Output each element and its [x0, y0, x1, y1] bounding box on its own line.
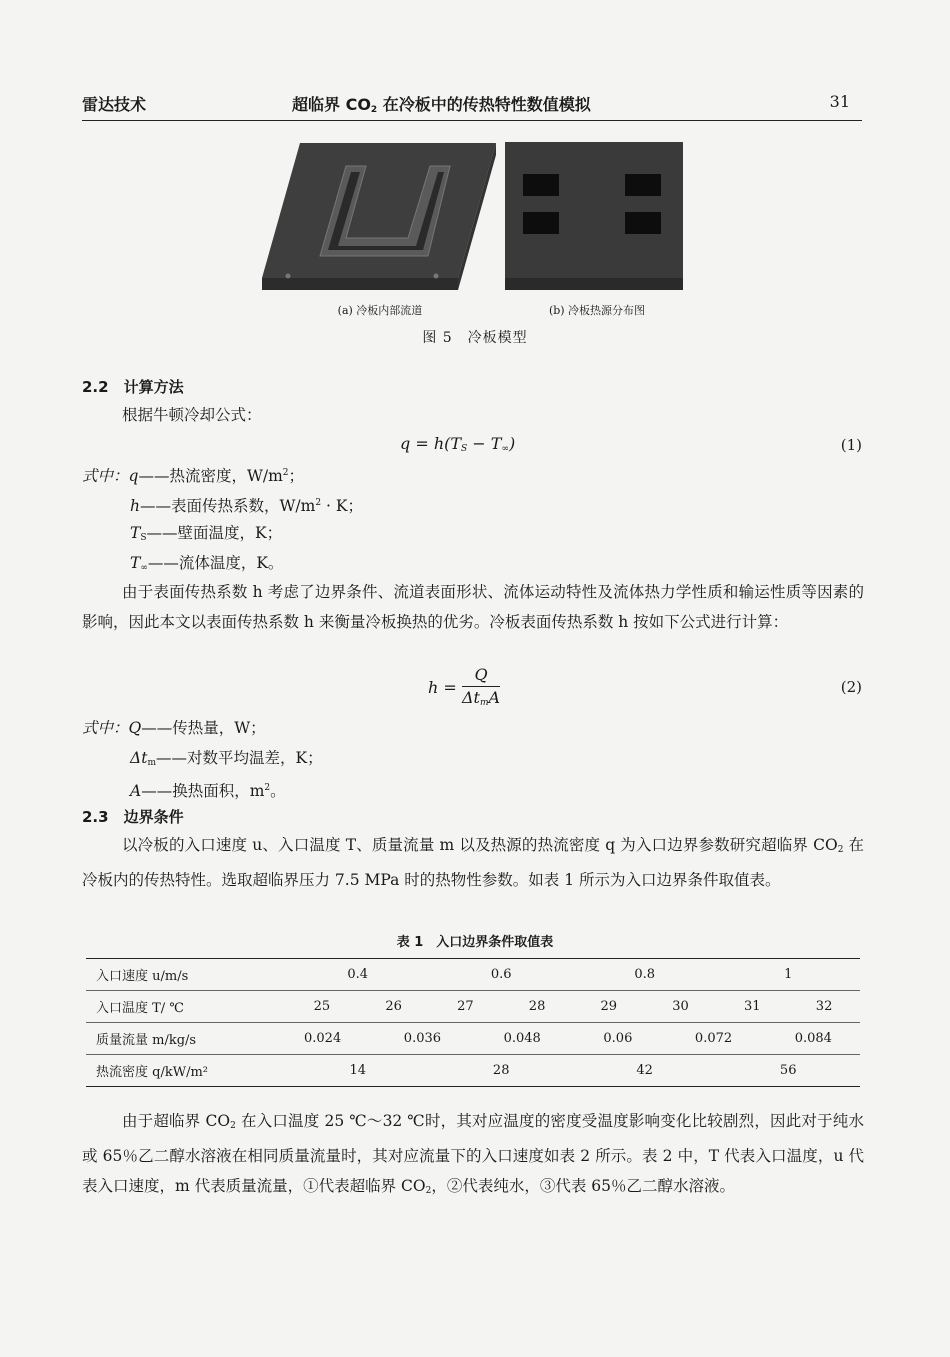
table-row [86, 991, 860, 1023]
table-cell: 0.084 [794, 1031, 832, 1046]
table-cell: 32 [788, 991, 860, 1023]
where-2-item-1: $\Delta t_m——$对数平均温差，K； [130, 749, 323, 768]
table-cell: 56 [716, 1055, 860, 1087]
table-cell: 26 [358, 991, 430, 1023]
where-1-item-0: 式中：q——热流密度，$W/m^2$； [82, 467, 305, 485]
table-cell: 0.06 [603, 1031, 633, 1046]
section-2-3-heading: 2.3 边界条件 [82, 808, 184, 826]
table-cell: 0.048 [503, 1031, 541, 1046]
page-number: 31 [829, 92, 850, 111]
table-cell: 29 [573, 991, 645, 1023]
section-2-2-paragraph: 由于表面传热系数 h 考虑了边界条件、流道表面形状、流体运动特性及流体热力学性质和输运性质等因素的影响，因此本文以表面传热系数 h 来衡量冷板换热的优劣。冷板表面传热系数 h 按如下公式进行计算： [82, 583, 864, 631]
table-cell: 30 [645, 991, 717, 1023]
table-cell: 0.8 [573, 959, 716, 991]
closing-paragraph: 由于超临界 $CO_2$ 在入口温度 25 ℃～32 ℃时，其对应温度的密度受温度影响变化比较剧烈，因此对于纯水或 65％乙二醇水溶液在相同质量流量时，其对应流量下的入口速度如表 2 所示。表 2 中，T 代表入口温度，u 代表入口速度，m 代表质量流量，①代表超临界 $CO_2$，②代表纯水，③代表 65％乙二醇水溶液。 [82, 1112, 864, 1196]
article-title: 超临界 $CO_2$ 在冷板中的传热特性数值模拟 [292, 95, 591, 115]
row-label: 入口速度 u/m/s [86, 959, 286, 991]
equation-2-denominator: $\Delta t_mA$ [462, 688, 501, 708]
journal-name: 雷达技术 [82, 95, 147, 114]
section-2-2-heading: 2.2 计算方法 [82, 378, 184, 396]
table-cell: 0.6 [429, 959, 572, 991]
row-label: 质量流量 m/kg/s [86, 1023, 286, 1055]
table-row [86, 959, 860, 991]
table-cell: 0.4 [286, 959, 429, 991]
equation-2-lhs: h = [428, 678, 457, 697]
table-cell: 31 [716, 991, 788, 1023]
table-cell: 28 [429, 1055, 572, 1087]
table-cell: 14 [286, 1055, 429, 1087]
figure-5b-caption: (b) 冷板热源分布图 [548, 304, 646, 317]
table-row [86, 1023, 860, 1055]
where-1-item-2: $T_S——$壁面温度，K； [130, 524, 283, 543]
table-cell: 0.036 [403, 1031, 442, 1046]
table-cell: 42 [573, 1055, 716, 1087]
table-row [86, 1055, 860, 1087]
table-cell: 25 [286, 991, 358, 1023]
table-cell: 28 [501, 991, 573, 1023]
where-1-item-3: $T_\infty——$流体温度，K。 [130, 554, 284, 573]
row-label: 入口温度 T/ ℃ [86, 991, 286, 1023]
section-2-2-intro: 根据牛顿冷却公式： [122, 406, 262, 424]
equation-1-number: (1) [840, 436, 862, 454]
running-header [82, 90, 862, 121]
where-2-item-2: A——换热面积，$m^2$。 [130, 782, 286, 800]
table-1-title: 表 1 入口边界条件取值表 [396, 935, 554, 950]
equation-2-fraction [462, 664, 500, 714]
table-cell: 0.024 [304, 1031, 342, 1046]
equation-2-numerator: Q [462, 664, 500, 687]
figure-5a-caption: (a) 冷板内部流道 [337, 304, 423, 317]
figure-5a-cold-plate-channel [258, 138, 498, 293]
table-1 [86, 958, 860, 1087]
table-cell: 27 [429, 991, 501, 1023]
row-label: 热流密度 q/kW/m² [86, 1055, 286, 1087]
table-cell: 1 [716, 959, 860, 991]
figure-5-title: 图 5 冷板模型 [422, 330, 528, 346]
figure-5b-heat-source-layout [505, 138, 685, 293]
where-2-item-0: 式中：Q——传热量，W； [82, 719, 266, 737]
equation-2-number: (2) [840, 678, 862, 696]
where-1-item-1: h——表面传热系数，$W/m^2 \cdot K$； [130, 497, 363, 515]
section-2-3-paragraph: 以冷板的入口速度 u、入口温度 T、质量流量 m 以及热源的热流密度 q 为入口边界参数研究超临界 $CO_2$ 在冷板内的传热特性。选取超临界压力 7.5 MPa 时的热物性参数。如表 1 所示为入口边界条件取值表。 [82, 836, 864, 889]
equation-1: $q = h(T_S - T_\infty)$ [400, 434, 516, 454]
table-cell: 0.072 [694, 1031, 733, 1046]
